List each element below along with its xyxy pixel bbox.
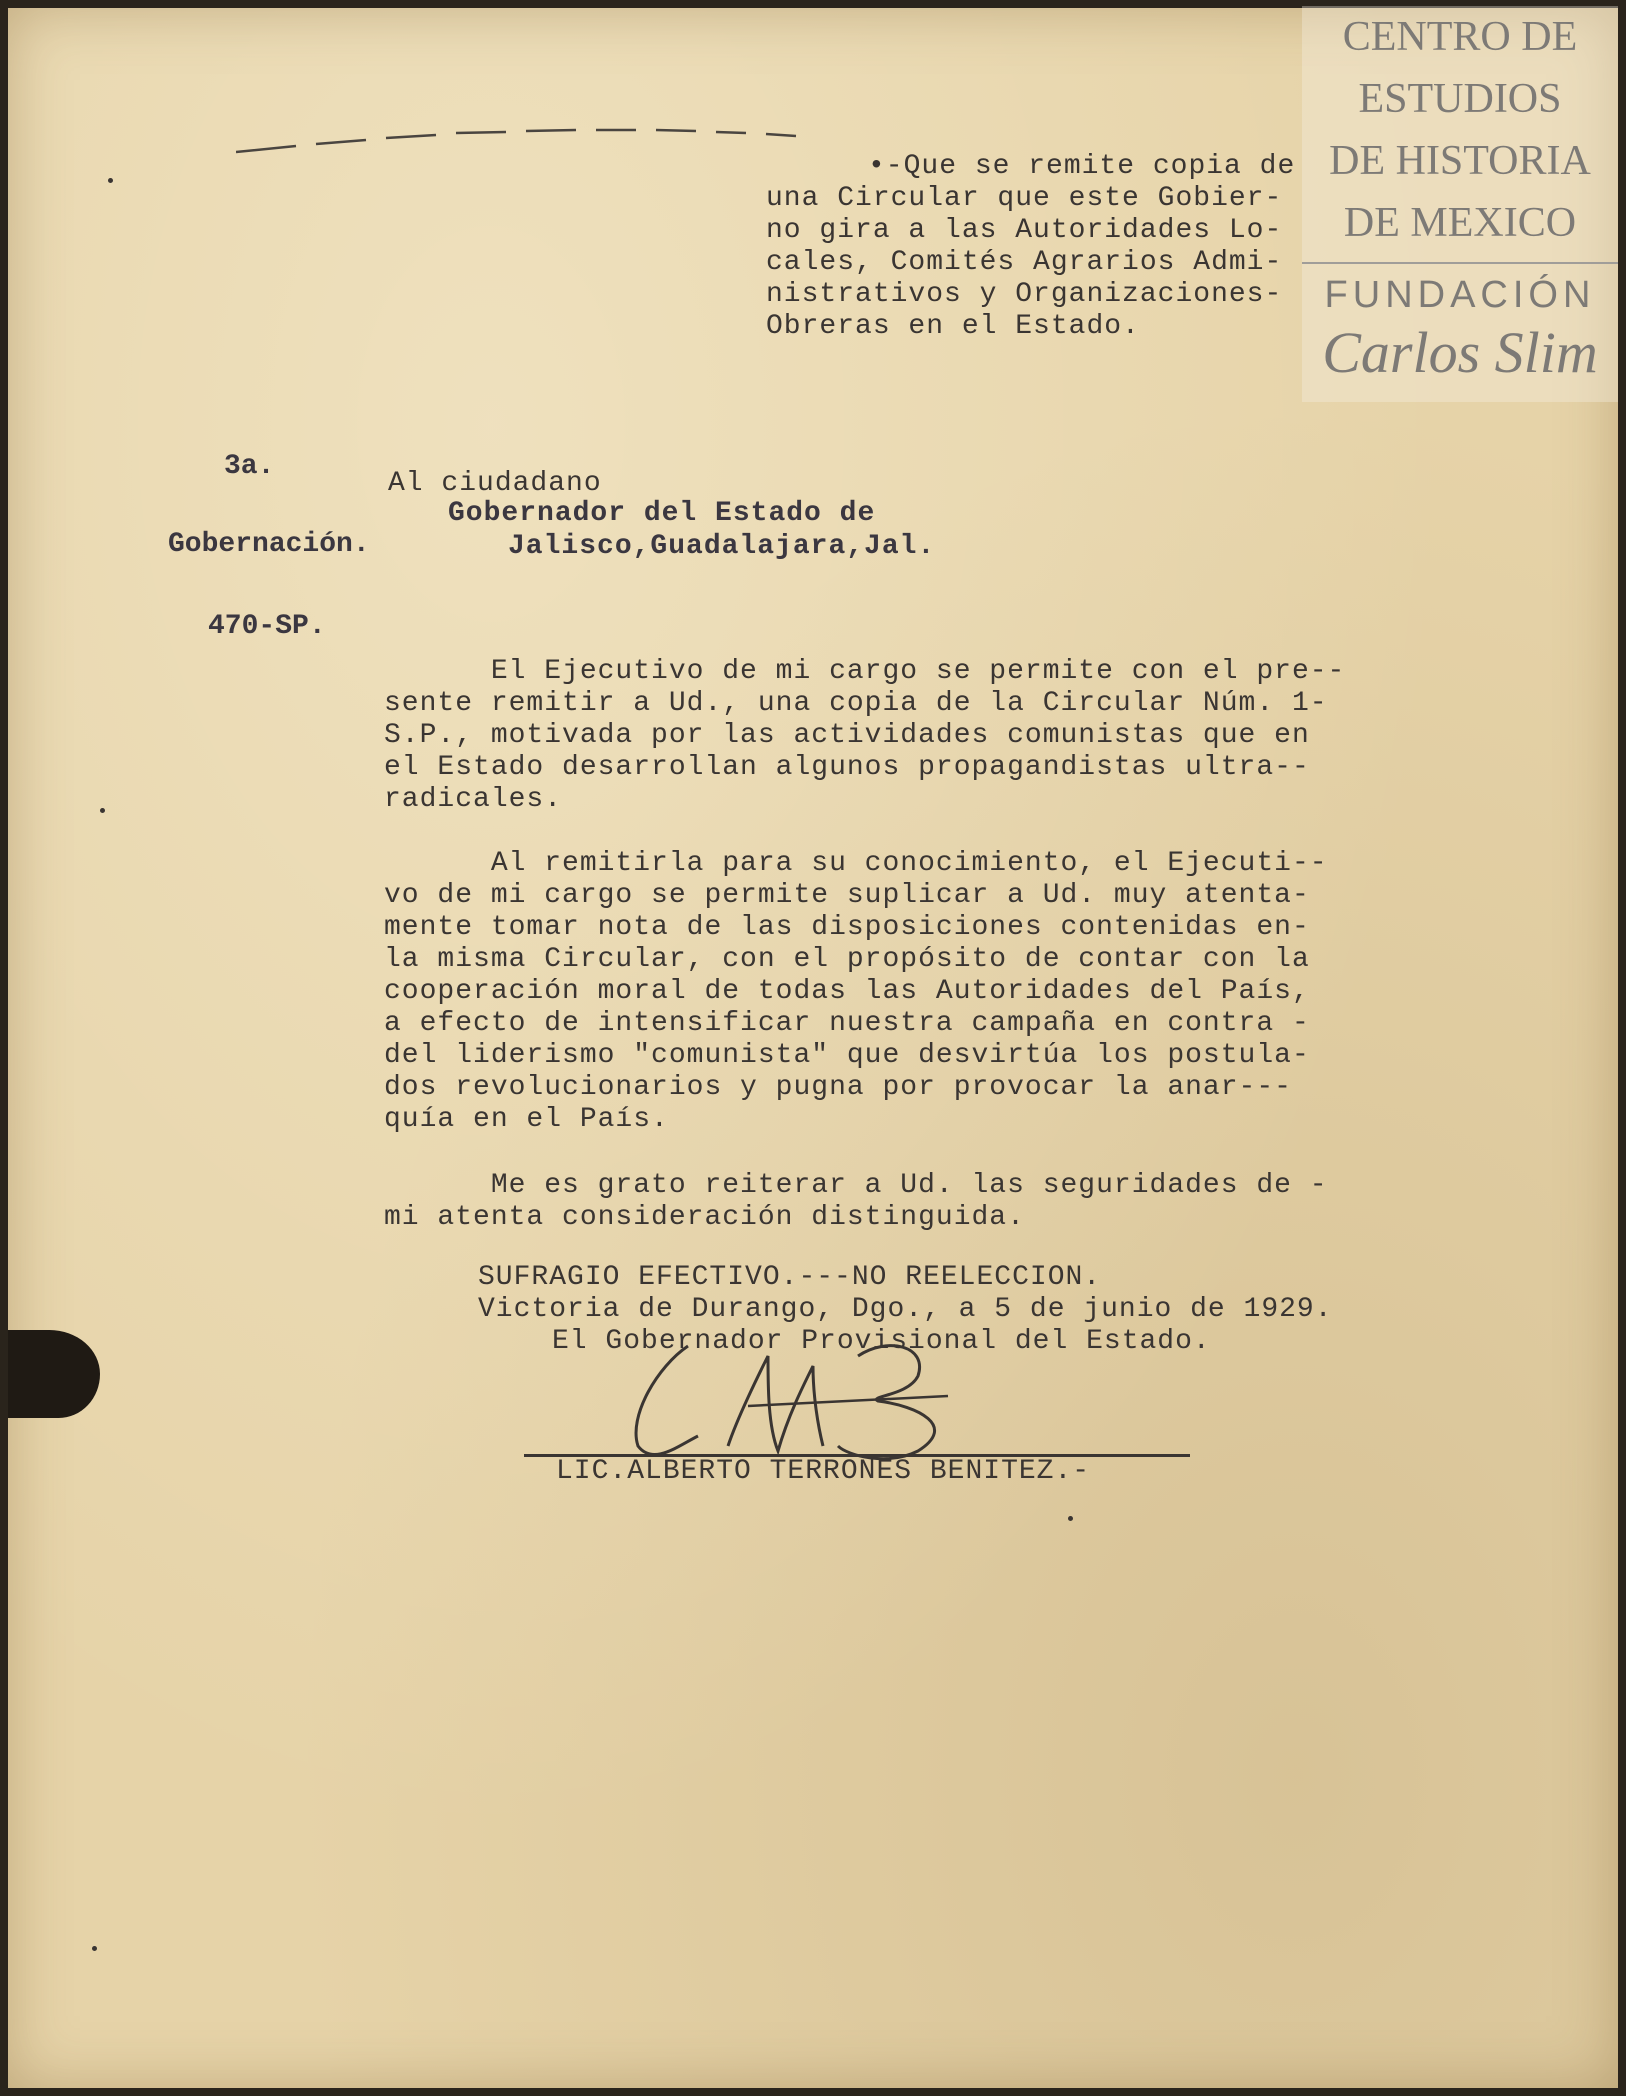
- body-p2-line-5: cooperación moral de todas las Autoridades del País,: [384, 976, 1310, 1007]
- signer-name: LIC.ALBERTO TERRONES BENITEZ.-: [556, 1456, 1091, 1487]
- body-p2-line-4: la misma Circular, con el propósito de contar con la: [384, 944, 1310, 975]
- body-p3-line-2: mi atenta consideración distinguida.: [384, 1202, 1025, 1233]
- closing-title: El Gobernador Provisional del Estado.: [552, 1326, 1211, 1357]
- closing-motto: SUFRAGIO EFECTIVO.---NO REELECCION.: [478, 1262, 1102, 1293]
- subject-line-4: cales, Comités Agrarios Admi-: [766, 247, 1283, 278]
- body-p1-line-3: S.P., motivada por las actividades comunistas que en: [384, 720, 1310, 751]
- body-p1-line-4: el Estado desarrollan algunos propagandistas ultra--: [384, 752, 1310, 783]
- watermark-fundacion: FUNDACIÓN: [1302, 262, 1618, 317]
- reference-section: 3a.: [224, 451, 275, 482]
- subject-line-3: no gira a las Autoridades Lo-: [766, 215, 1283, 246]
- paper-tear: [8, 1330, 100, 1418]
- paper-speck: [108, 178, 113, 183]
- body-p1-line-1: El Ejecutivo de mi cargo se permite con el pre--: [384, 656, 1346, 687]
- paper-speck: [1068, 1516, 1073, 1521]
- body-p2-line-8: dos revolucionarios y pugna por provocar la anar---: [384, 1072, 1292, 1103]
- body-p2-line-2: vo de mi cargo se permite suplicar a Ud. muy atenta-: [384, 880, 1310, 911]
- watermark-line-1: CENTRO DE: [1342, 14, 1578, 60]
- watermark-line-2: ESTUDIOS: [1358, 76, 1562, 122]
- watermark-line-3: DE HISTORIA: [1329, 138, 1591, 184]
- recipient-line-2: Gobernador del Estado de: [448, 498, 876, 529]
- body-p2-line-9: quía en el País.: [384, 1104, 669, 1135]
- body-p1-line-5: radicales.: [384, 784, 563, 815]
- paper-speck: [92, 1946, 97, 1951]
- reference-department: Gobernación.: [168, 529, 370, 560]
- reference-number: 470-SP.: [208, 611, 326, 642]
- recipient-line-1: Al ciudadano: [388, 468, 602, 499]
- watermark-line-4: DE MEXICO: [1343, 200, 1577, 246]
- subject-line-2: una Circular que este Gobier-: [766, 183, 1283, 214]
- subject-line-5: nistrativos y Organizaciones-: [766, 279, 1283, 310]
- recipient-line-3: Jalisco,Guadalajara,Jal.: [508, 531, 936, 562]
- body-p1-line-2: sente remitir a Ud., una copia de la Circular Núm. 1-: [384, 688, 1328, 719]
- watermark-signature: Carlos Slim: [1322, 320, 1598, 385]
- body-p2-line-1: Al remitirla para su conocimiento, el Ejecuti--: [384, 848, 1328, 879]
- paper-speck: [100, 808, 105, 813]
- subject-line-6: Obreras en el Estado.: [766, 311, 1140, 342]
- body-p2-line-7: del liderismo "comunista" que desvirtúa los postula-: [384, 1040, 1310, 1071]
- body-p2-line-3: mente tomar nota de las disposiciones contenidas en-: [384, 912, 1310, 943]
- subject-line-1: •-Que se remite copia de: [868, 151, 1296, 182]
- body-p3-line-1: Me es grato reiterar a Ud. las seguridades de -: [384, 1170, 1328, 1201]
- archive-watermark: [1302, 6, 1618, 402]
- dashed-line-decoration: [236, 118, 826, 158]
- closing-place-date: Victoria de Durango, Dgo., a 5 de junio de 1929.: [478, 1294, 1333, 1325]
- body-p2-line-6: a efecto de intensificar nuestra campaña en contra -: [384, 1008, 1310, 1039]
